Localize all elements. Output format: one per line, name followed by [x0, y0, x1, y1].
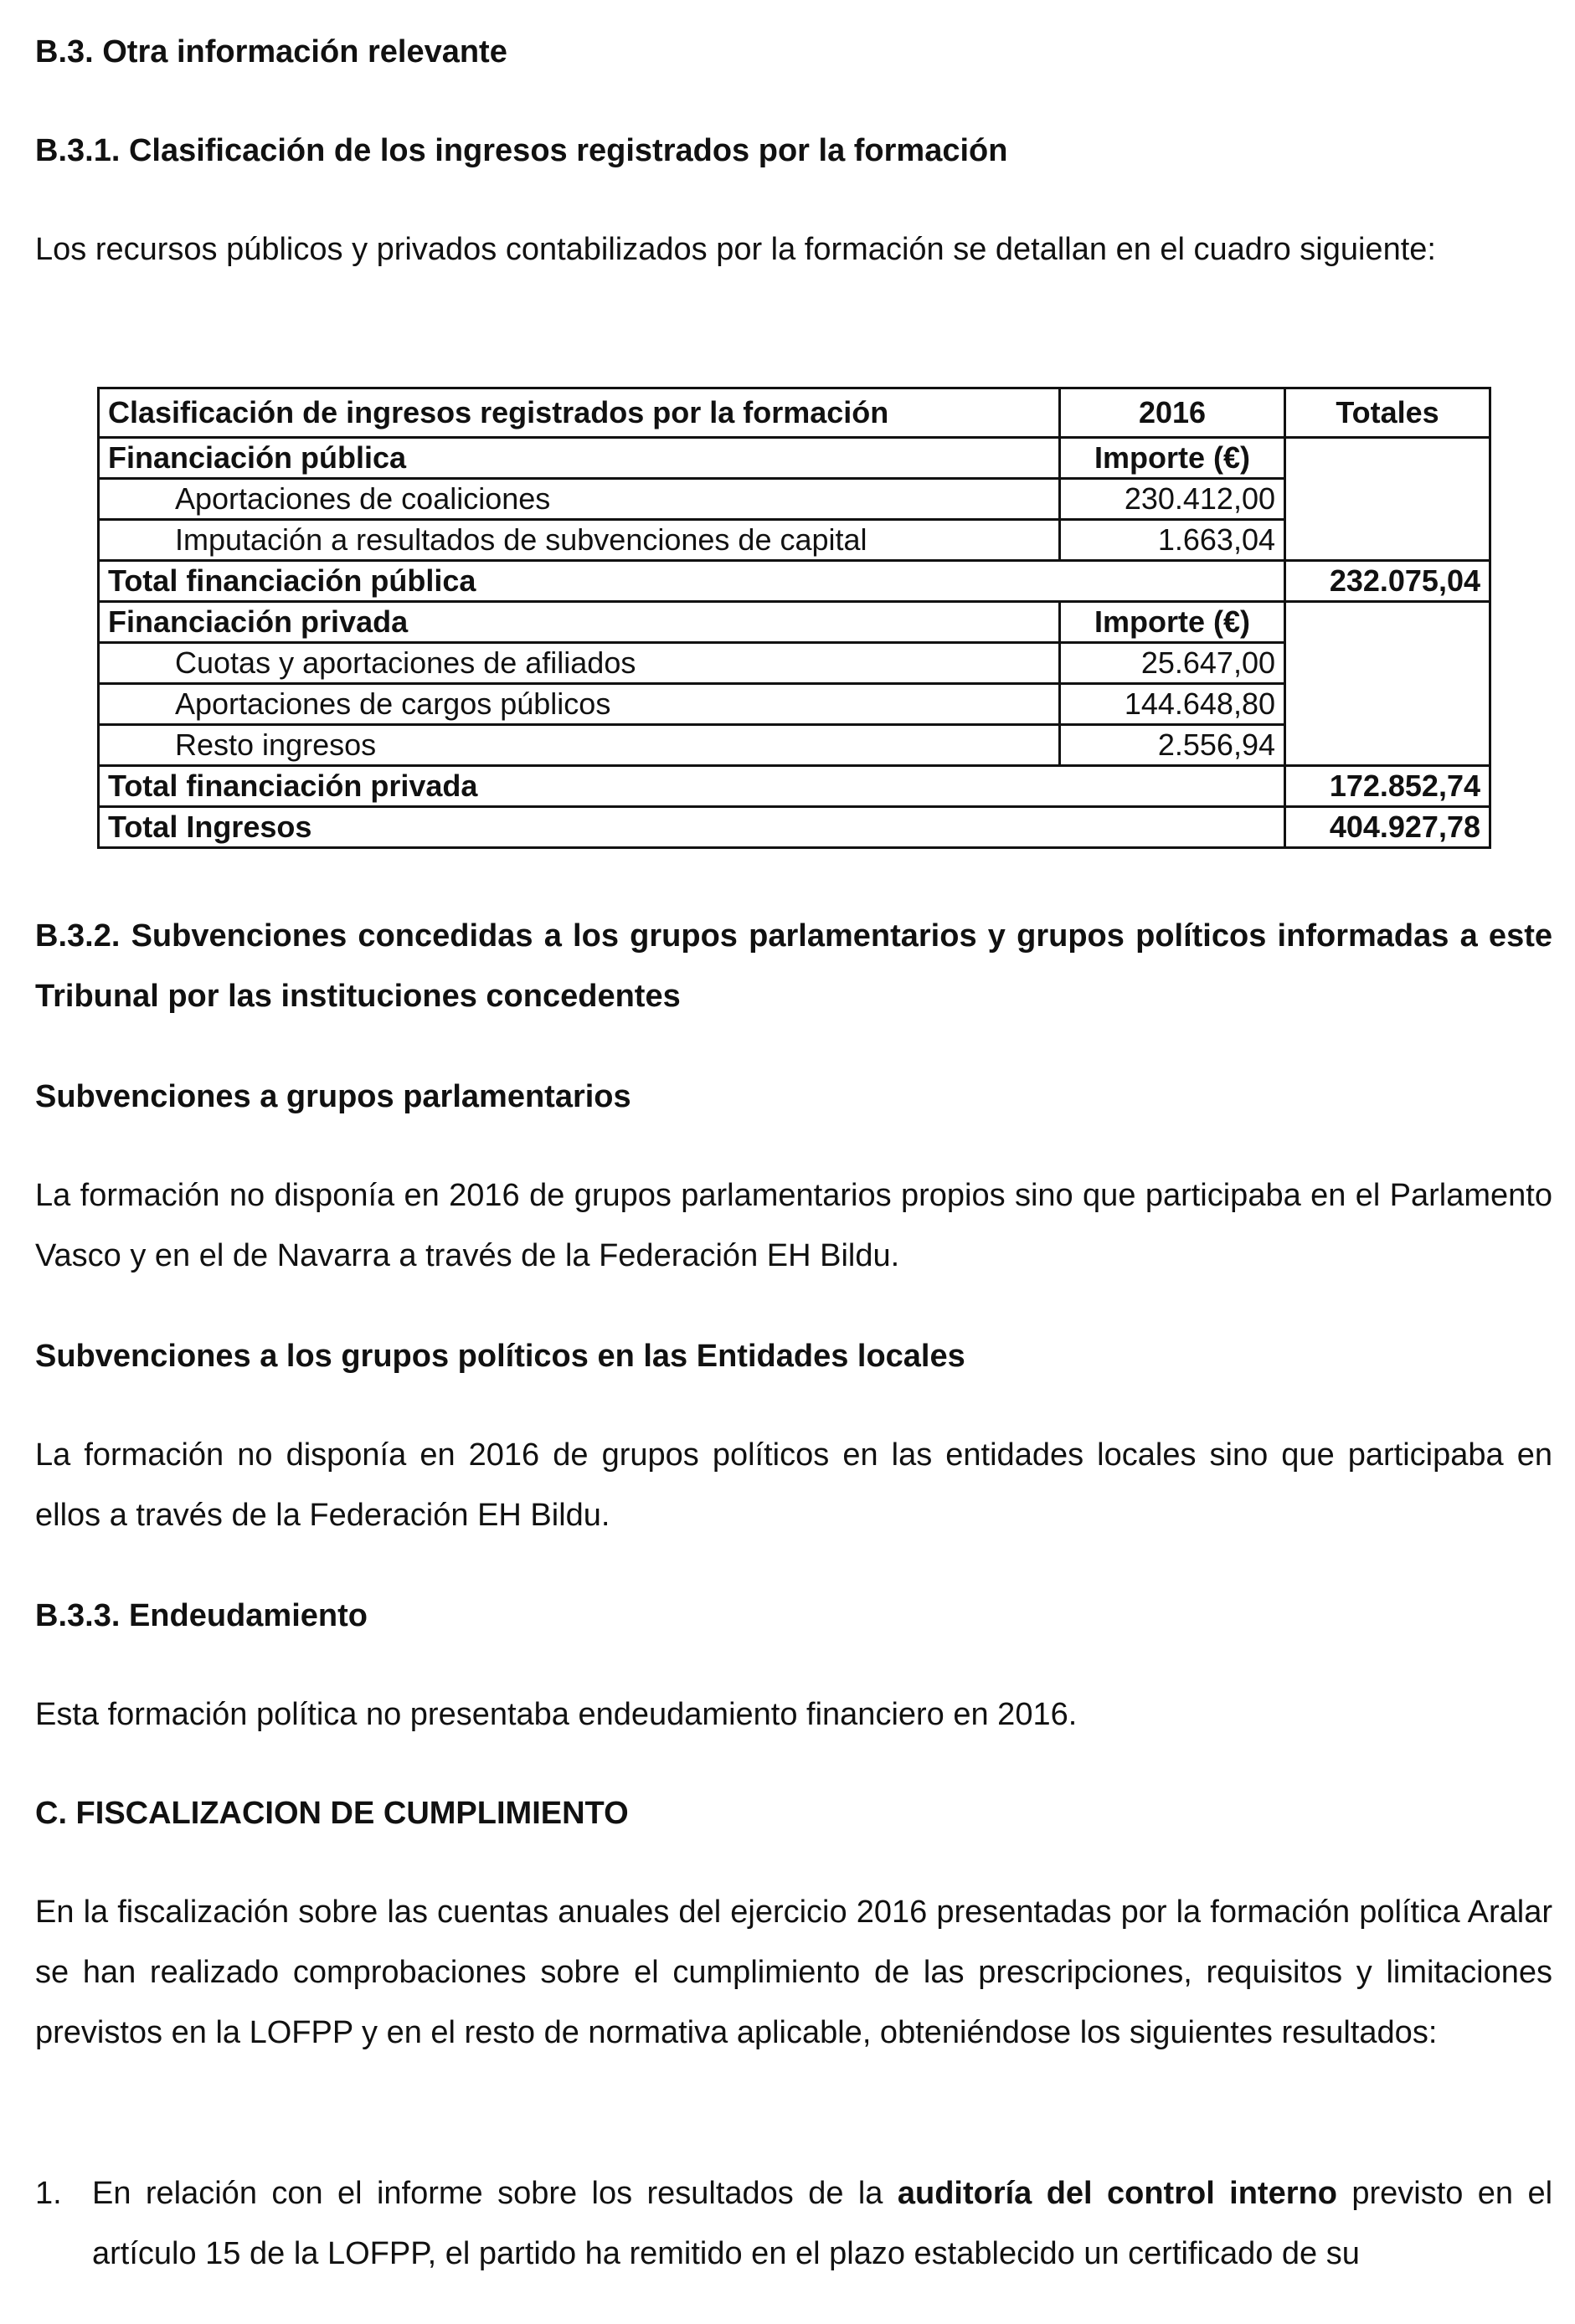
section-b33-title: B.3.3. Endeudamiento — [35, 1598, 368, 1633]
section-b3-title: B.3. Otra información relevante — [35, 34, 507, 69]
section-b31-intro: Los recursos públicos y privados contabilizados por la formación se detallan en el cuadro siguiente: — [35, 232, 1436, 267]
list-item — [35, 2163, 1552, 2284]
empty-cell — [1285, 479, 1490, 520]
public-row-label: Imputación a resultados de subvenciones de capital — [99, 520, 1060, 561]
private-row-value: 2.556,94 — [1060, 725, 1285, 766]
list-item-text-part: En relación con el informe sobre los resultados de la — [92, 2176, 898, 2211]
public-row-label: Aportaciones de coaliciones — [99, 479, 1060, 520]
table-row — [99, 725, 1490, 766]
table-header-totals: Totales — [1285, 388, 1490, 438]
table-row — [99, 643, 1490, 684]
private-row-value: 25.647,00 — [1060, 643, 1285, 684]
section-c-intro: En la fiscalización sobre las cuentas anuales del ejercicio 2016 presentadas por la formación política Aralar se han realizado comprobaciones sobre el cumplimiento de las prescripciones, requisitos y limitaciones previstos en la LOFPP y en el resto de normativa aplicable, obteniéndose los siguientes resultados: — [35, 1895, 1552, 2050]
section-b33-text: Esta formación política no presentaba endeudamiento financiero en 2016. — [35, 1697, 1078, 1732]
list-item-text-part: previsto en el artículo 15 de la LOFPP, el partido ha remitido en el plazo establecido un certificado de su — [92, 2176, 1553, 2271]
empty-cell — [1285, 643, 1490, 684]
empty-cell — [1285, 520, 1490, 561]
table-header-row — [99, 388, 1490, 438]
private-financing-header: Financiación privada — [99, 602, 1060, 643]
public-financing-header: Financiación pública — [99, 438, 1060, 479]
empty-cell — [1285, 725, 1490, 766]
public-total-value: 232.075,04 — [1285, 561, 1490, 602]
income-classification-table — [97, 387, 1491, 849]
table-row — [99, 684, 1490, 725]
empty-cell — [1285, 438, 1490, 479]
section-b32-sub2-title: Subvenciones a los grupos políticos en las Entidades locales — [35, 1339, 965, 1374]
private-row-value: 144.648,80 — [1060, 684, 1285, 725]
private-row-label: Cuotas y aportaciones de afiliados — [99, 643, 1060, 684]
table-header-classification: Clasificación de ingresos registrados por la formación — [99, 388, 1060, 438]
private-unit-label: Importe (€) — [1060, 602, 1285, 643]
section-b32-sub1-title: Subvenciones a grupos parlamentarios — [35, 1079, 631, 1114]
section-c-title: C. FISCALIZACION DE CUMPLIMIENTO — [35, 1796, 629, 1831]
public-total-label: Total financiación pública — [99, 561, 1285, 602]
list-item-emphasis: auditoría del control interno — [897, 2176, 1337, 2211]
private-row-label: Aportaciones de cargos públicos — [99, 684, 1060, 725]
public-row-value: 1.663,04 — [1060, 520, 1285, 561]
empty-cell — [1285, 602, 1490, 643]
list-item-text — [92, 2163, 1552, 2284]
public-row-value: 230.412,00 — [1060, 479, 1285, 520]
public-unit-label: Importe (€) — [1060, 438, 1285, 479]
table-row — [99, 479, 1490, 520]
section-b31-title: B.3.1. Clasificación de los ingresos registrados por la formación — [35, 133, 1008, 168]
table-header-year: 2016 — [1060, 388, 1285, 438]
table-row — [99, 807, 1490, 848]
table-row — [99, 520, 1490, 561]
section-b32-sub2-text: La formación no disponía en 2016 de grupos políticos en las entidades locales sino que participaba en ellos a través de la Federación EH Bildu. — [35, 1437, 1552, 1533]
empty-cell — [1285, 684, 1490, 725]
table-row — [99, 561, 1490, 602]
private-total-label: Total financiación privada — [99, 766, 1285, 807]
section-b32-sub1-text: La formación no disponía en 2016 de grupos parlamentarios propios sino que participaba en el Parlamento Vasco y en el de Navarra a través de la Federación EH Bildu. — [35, 1178, 1552, 1273]
section-b32-title: B.3.2. Subvenciones concedidas a los grupos parlamentarios y grupos políticos informadas a este Tribunal por las instituciones concedentes — [35, 918, 1552, 1014]
grand-total-label: Total Ingresos — [99, 807, 1285, 848]
table-row — [99, 766, 1490, 807]
table-row — [99, 602, 1490, 643]
private-row-label: Resto ingresos — [99, 725, 1060, 766]
grand-total-value: 404.927,78 — [1285, 807, 1490, 848]
table-row — [99, 438, 1490, 479]
list-item-number: 1. — [35, 2176, 62, 2211]
private-total-value: 172.852,74 — [1285, 766, 1490, 807]
